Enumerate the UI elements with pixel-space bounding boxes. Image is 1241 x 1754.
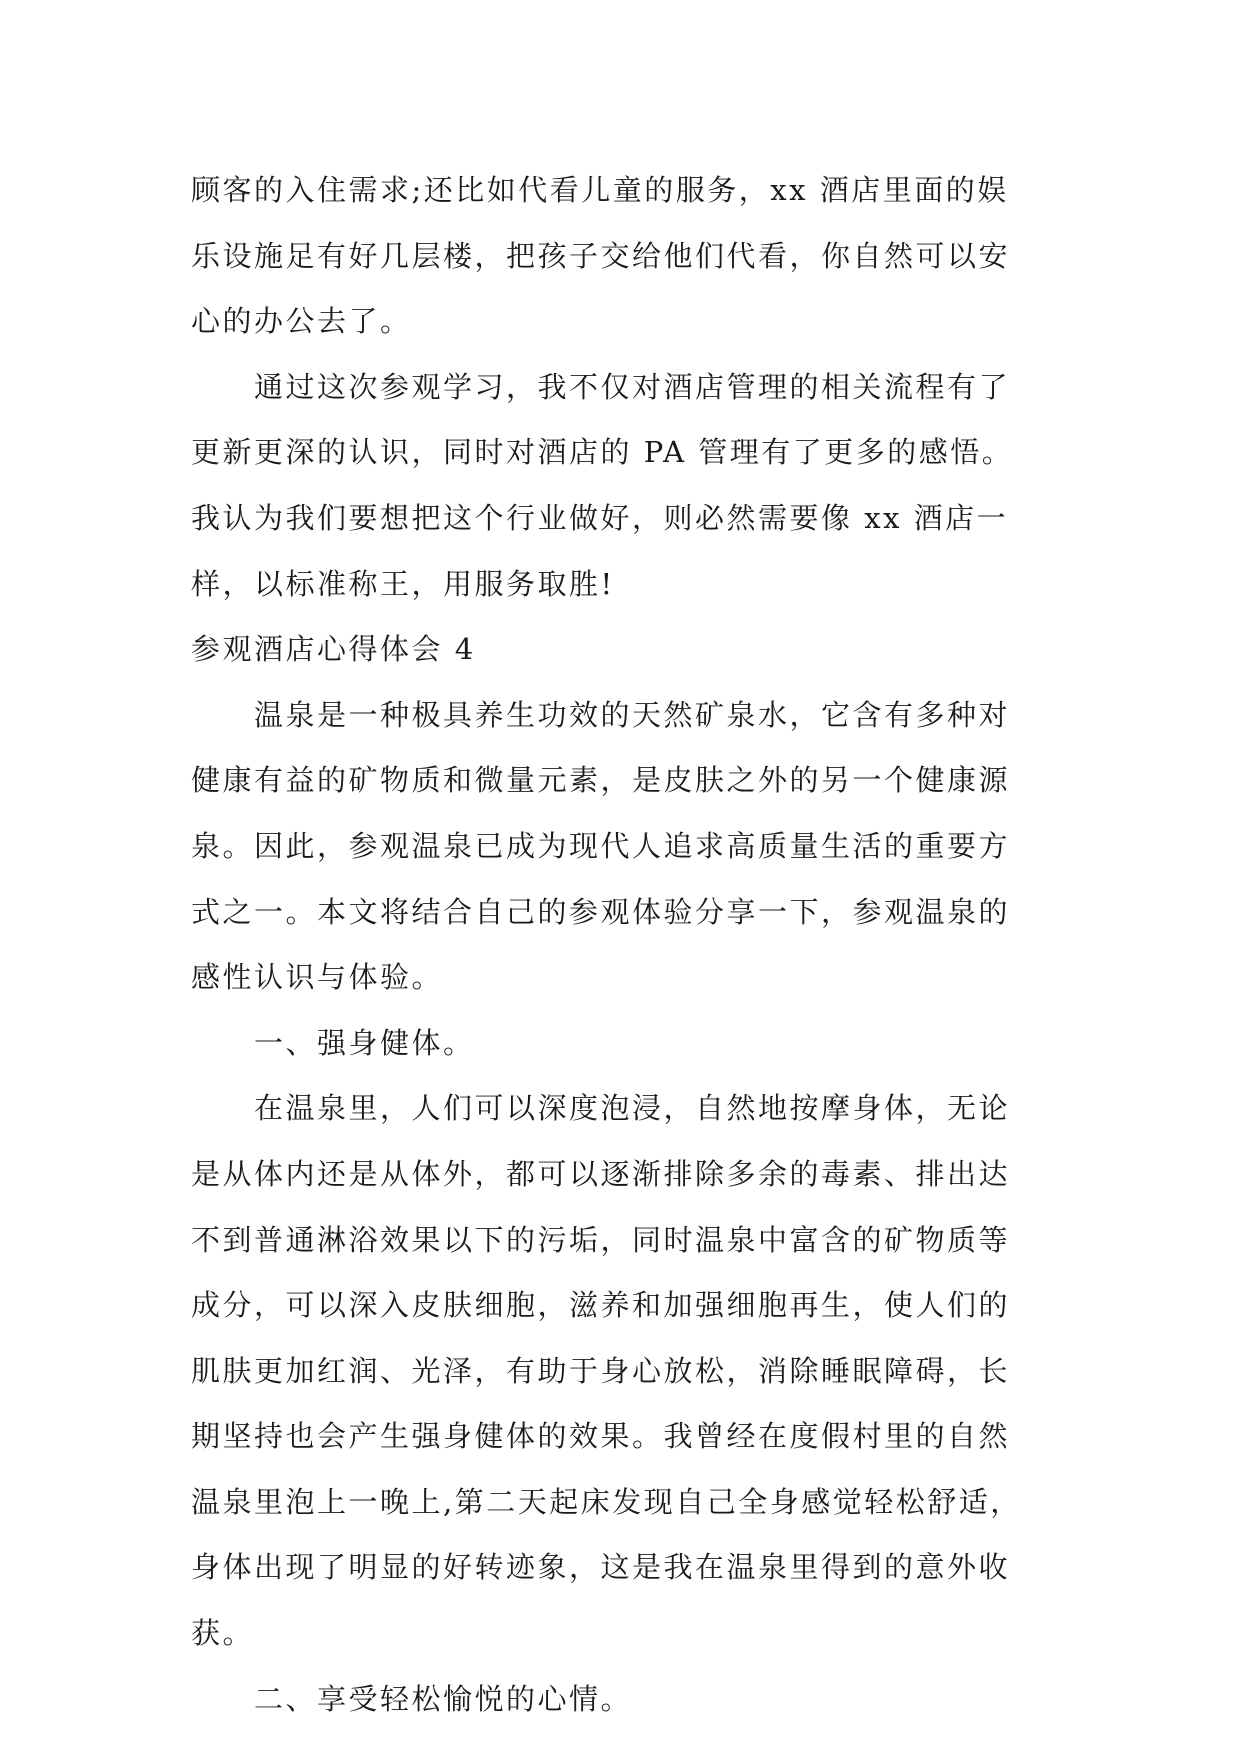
text-line: 感性认识与体验。 [191,960,444,995]
text-line: 式之一。本文将结合自己的参观体验分享一下，参观温泉的 [191,894,1011,929]
text-line: 是从体内还是从体外，都可以逐渐排除多余的毒素、排出达 [191,1156,1011,1191]
text-line: 更新更深的认识，同时对酒店的 PA 管理有了更多的感悟。 [191,435,1014,470]
text-line: 健康有益的矿物质和微量元素，是皮肤之外的另一个健康源 [191,763,1011,798]
text-line: 获。 [191,1616,255,1651]
text-line: 样，以标准称王，用服务取胜! [191,566,615,601]
subheading: 二、享受轻松愉悦的心情。 [191,1681,633,1716]
section-heading: 参观酒店心得体会 4 [191,632,476,667]
text-line: 泉。因此，参观温泉已成为现代人追求高质量生活的重要方 [191,828,1011,863]
text-line: 在温泉里，人们可以深度泡浸，自然地按摩身体，无论 [191,1091,1011,1126]
text-line: 不到普通淋浴效果以下的污垢，同时温泉中富含的矿物质等 [191,1222,1011,1257]
text-line: 温泉里泡上一晚上,第二天起床发现自己全身感觉轻松舒适， [191,1484,1022,1519]
text-line: 肌肤更加红润、光泽，有助于身心放松，消除睡眠障碍，长 [191,1353,1011,1388]
text-line: 温泉是一种极具养生功效的天然矿泉水，它含有多种对 [191,697,1011,732]
text-line: 通过这次参观学习，我不仅对酒店管理的相关流程有了 [191,369,1011,404]
text-line: 乐设施足有好几层楼，把孩子交给他们代看，你自然可以安 [191,238,1011,273]
text-line: 我认为我们要想把这个行业做好，则必然需要像 xx 酒店一 [191,500,1009,535]
text-line: 成分，可以深入皮肤细胞，滋养和加强细胞再生，使人们的 [191,1288,1011,1323]
text-line: 心的办公去了。 [191,304,412,339]
text-line: 顾客的入住需求;还比如代看儿童的服务，xx 酒店里面的娱 [191,173,1009,207]
text-line: 身体出现了明显的好转迹象，这是我在温泉里得到的意外收 [191,1550,1011,1585]
document-body [191,158,1051,1732]
subheading: 一、强身健体。 [191,1025,475,1060]
text-line: 期坚持也会产生强身健体的效果。我曾经在度假村里的自然 [191,1419,1011,1454]
